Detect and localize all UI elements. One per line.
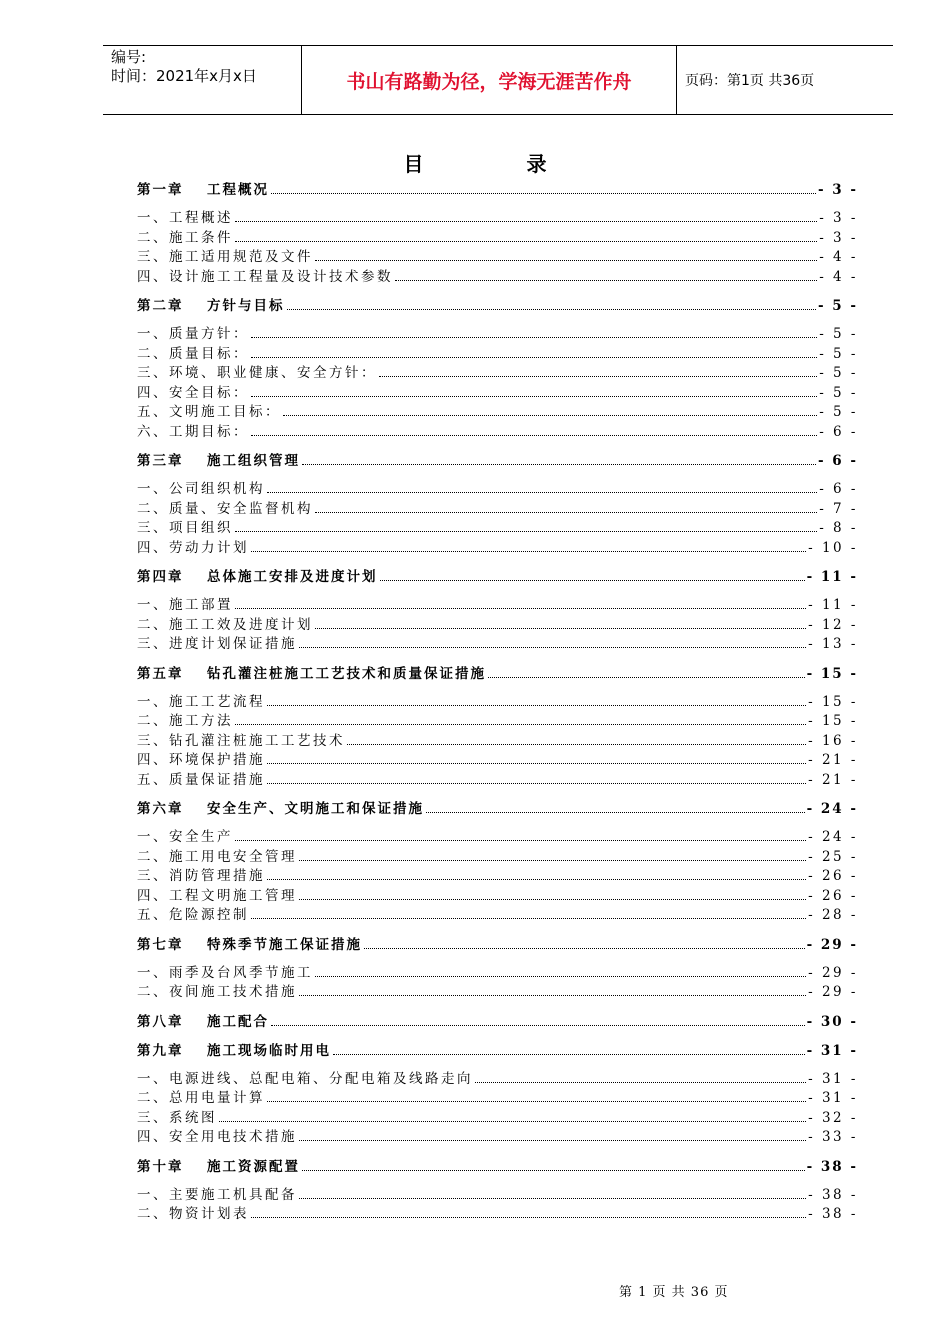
toc-chapter-entry[interactable] [137,567,858,587]
time-label: 时间：2021年x月x日 [111,67,257,85]
dot-leader [251,356,817,358]
toc-chapter-entry[interactable] [137,180,858,200]
dot-leader [251,395,817,397]
toc-chapter-number: 第十章 [137,1158,184,1175]
toc-page-number: - 38 - [808,1206,858,1222]
header-page-label: 页码：第1页 共36页 [685,73,815,89]
toc-page-number: - 6 - [819,423,858,440]
toc-page-number: - 6 - [818,453,858,469]
toc-chapter-label [137,180,269,200]
dot-leader [251,917,806,919]
toc-section-entry[interactable] [137,519,858,539]
toc-section-title: 二、夜间施工技术措施 [137,984,297,1000]
toc-page-number: - 4 - [819,249,858,265]
dot-leader [315,259,817,261]
toc-chapter-title: 施工组织管理 [207,453,300,469]
dot-leader [302,1169,805,1171]
dot-leader [271,192,816,194]
toc-section-entry[interactable] [137,751,858,771]
toc-section-title: 四、环境保护措施 [137,752,265,768]
dot-leader [235,220,817,222]
toc-page-number: - 6 - [819,481,858,497]
toc-page-number: - 16 - [808,732,858,749]
toc-section-entry[interactable] [137,1186,858,1206]
toc-section-title: 三、系统图 [137,1109,217,1126]
toc-section-entry[interactable] [137,771,858,791]
dot-leader [488,676,805,678]
toc-chapter-entry[interactable] [137,799,858,819]
dot-leader [251,336,817,338]
dot-leader [251,550,806,552]
dot-leader [267,762,806,764]
toc-page-number: - 5 - [819,326,858,342]
toc-chapter-entry[interactable] [137,451,858,471]
toc-page-number: - 10 - [808,539,858,556]
toc-section-title: 三、消防管理措施 [137,868,265,884]
header-motto: 书山有路勤为径，学海无涯苦作舟 [302,46,677,114]
toc-chapter-number: 第三章 [137,453,184,469]
toc-chapter-entry[interactable] [137,1157,858,1177]
toc-page-number: - 33 - [808,1129,858,1145]
toc-section-entry[interactable] [137,1128,858,1148]
toc-chapter-number: 第五章 [137,665,184,682]
dot-leader [299,859,806,861]
toc-section-title: 二、质量目标： [137,345,249,362]
toc-page-number: - 21 - [808,752,858,768]
toc-page-number: - 32 - [808,1109,858,1126]
toc-page-number: - 5 - [818,298,858,314]
toc-chapter-title: 施工资源配置 [207,1158,300,1175]
toc-section-entry[interactable] [137,1205,858,1225]
toc-chapter-number: 第六章 [137,801,184,817]
toc-page-number: - 26 - [808,868,858,884]
toc-chapter-title: 工程概况 [207,182,269,198]
dot-leader [299,1139,806,1141]
number-label: 编号: [111,48,147,66]
toc-section-entry[interactable] [137,887,858,907]
toc-page-number: - 11 - [806,569,858,585]
toc-chapter-label [137,1012,269,1032]
toc-section-entry[interactable] [137,325,858,345]
dot-leader [299,994,806,996]
toc-page-number: - 5 - [819,384,858,401]
toc-chapter-label [137,567,378,587]
dot-leader [426,811,805,813]
toc-section-title: 一、施工部置 [137,597,233,613]
toc-page-number: - 26 - [808,887,858,904]
dot-leader [395,279,817,281]
toc-page-number: - 29 - [808,964,858,981]
toc-page-number: - 15 - [806,665,858,682]
dot-leader [302,463,816,465]
toc-page-number: - 13 - [808,636,858,652]
dot-leader [251,1216,806,1218]
toc-chapter-label [137,451,300,471]
toc-page-number: - 29 - [806,936,858,953]
dot-leader [267,491,817,493]
dot-leader [287,308,817,310]
toc-section-entry[interactable] [137,345,858,365]
toc-chapter-entry[interactable] [137,664,858,684]
toc-section-entry[interactable] [137,248,858,268]
dot-leader [315,627,806,629]
toc-section-title: 三、项目组织 [137,520,233,536]
toc-chapter-label [137,296,285,316]
toc-section-title: 一、工程概述 [137,210,233,226]
toc-section-title: 一、施工工艺流程 [137,693,265,710]
toc-page-number: - 25 - [808,848,858,865]
toc-page-number: - 8 - [819,520,858,536]
dot-leader [235,607,806,609]
dot-leader [267,782,806,784]
toc-section-title: 一、雨季及台风季节施工 [137,964,313,981]
toc-section-entry[interactable] [137,712,858,732]
toc-page-number: - 3 - [819,210,858,226]
toc-section-entry[interactable] [137,596,858,616]
toc-section-title: 三、施工适用规范及文件 [137,249,313,265]
toc-section-entry[interactable] [137,828,858,848]
toc-section-entry[interactable] [137,1070,858,1090]
toc-chapter-label [137,1041,331,1061]
toc-section-title: 二、施工用电安全管理 [137,848,297,865]
dot-leader [379,375,817,377]
toc-section-title: 二、总用电量计算 [137,1090,265,1106]
toc-section-entry[interactable] [137,693,858,713]
toc-page-number: - 31 - [808,1070,858,1087]
toc-section-title: 五、危险源控制 [137,907,249,923]
toc-section-title: 一、主要施工机具配备 [137,1186,297,1203]
toc-page-number: - 12 - [808,616,858,633]
toc-section-entry[interactable] [137,964,858,984]
toc-section-title: 六、工期目标： [137,423,249,440]
toc-section-entry[interactable] [137,209,858,229]
dot-leader [267,878,806,880]
toc-page-number: - 31 - [808,1090,858,1106]
toc-section-title: 五、质量保证措施 [137,771,265,788]
toc-chapter-title: 方针与目标 [207,298,285,314]
toc-section-entry[interactable] [137,867,858,887]
toc-section-title: 三、环境、职业健康、安全方针： [137,365,377,381]
toc-page-number: - 4 - [819,268,858,285]
toc-section-title: 二、物资计划表 [137,1206,249,1222]
toc-section-title: 四、工程文明施工管理 [137,887,297,904]
toc-chapter-title: 施工现场临时用电 [207,1042,331,1059]
dot-leader [315,975,806,977]
toc-section-entry[interactable] [137,268,858,288]
toc-page-number: - 3 - [819,229,858,246]
dot-leader [267,704,806,706]
dot-leader [364,947,805,949]
toc-page-number: - 24 - [808,829,858,845]
toc-page-number: - 24 - [806,801,858,817]
dot-leader [347,743,806,745]
table-of-contents [137,178,858,1225]
dot-leader [299,898,806,900]
toc-page-number: - 38 - [808,1186,858,1203]
dot-leader [219,1120,806,1122]
toc-section-title: 二、施工方法 [137,713,233,729]
dot-leader [235,723,806,725]
dot-leader [299,646,806,648]
toc-section-title: 二、施工工效及进度计划 [137,616,313,633]
dot-leader [235,839,806,841]
toc-page-number: - 15 - [808,693,858,710]
toc-section-entry[interactable] [137,500,858,520]
toc-section-entry[interactable] [137,423,858,443]
toc-chapter-label [137,799,424,819]
dot-leader [235,530,817,532]
toc-section-entry[interactable] [137,848,858,868]
toc-section-title: 四、设计施工工程量及设计技术参数 [137,268,393,285]
toc-page-number: - 7 - [819,500,858,517]
toc-section-entry[interactable] [137,1089,858,1109]
dot-leader [267,1100,806,1102]
toc-section-title: 一、电源进线、总配电箱、分配电箱及线路走向 [137,1070,473,1087]
dot-leader [235,240,817,242]
toc-chapter-title: 钻孔灌注桩施工工艺技术和质量保证措施 [207,665,486,682]
toc-page-number: - 38 - [806,1158,858,1175]
toc-chapter-title: 安全生产、文明施工和保证措施 [207,801,424,817]
toc-chapter-label [137,935,362,955]
toc-page-number: - 28 - [808,907,858,923]
dot-leader [299,1197,806,1199]
page-footer: 第 1 页 共 36 页 [619,1285,729,1300]
dot-leader [283,414,817,416]
toc-section-title: 四、劳动力计划 [137,539,249,556]
toc-chapter-entry[interactable] [137,935,858,955]
toc-section-entry[interactable] [137,635,858,655]
toc-section-title: 三、进度计划保证措施 [137,636,297,652]
toc-section-title: 二、质量、安全监督机构 [137,500,313,517]
toc-section-title: 三、钻孔灌注桩施工工艺技术 [137,732,345,749]
toc-section-entry[interactable] [137,364,858,384]
toc-page-number: - 15 - [808,713,858,729]
header-meta [103,46,302,114]
toc-page-number: - 29 - [808,984,858,1000]
toc-section-title: 二、施工条件 [137,229,233,246]
toc-chapter-number: 第九章 [137,1042,184,1059]
toc-page-number: - 30 - [806,1013,858,1030]
toc-chapter-label [137,1157,300,1177]
toc-section-title: 一、质量方针： [137,326,249,342]
toc-chapter-number: 第八章 [137,1013,184,1030]
toc-section-entry[interactable] [137,229,858,249]
toc-section-entry[interactable] [137,384,858,404]
toc-chapter-number: 第二章 [137,298,184,314]
toc-page-number: - 3 - [818,182,858,198]
toc-chapter-number: 第一章 [137,182,184,198]
toc-section-entry[interactable] [137,732,858,752]
toc-section-entry[interactable] [137,480,858,500]
toc-chapter-title: 施工配合 [207,1013,269,1030]
toc-page-number: - 21 - [808,771,858,788]
dot-leader [333,1053,805,1055]
toc-section-entry[interactable] [137,403,858,423]
toc-section-entry[interactable] [137,906,858,926]
dot-leader [380,579,805,581]
dot-leader [315,511,817,513]
toc-section-title: 四、安全目标： [137,384,249,401]
toc-section-title: 一、安全生产 [137,829,233,845]
toc-page-number: - 31 - [806,1042,858,1059]
toc-section-entry[interactable] [137,539,858,559]
toc-section-title: 四、安全用电技术措施 [137,1129,297,1145]
toc-chapter-entry[interactable] [137,1012,858,1032]
dot-leader [475,1081,806,1083]
toc-section-entry[interactable] [137,983,858,1003]
toc-section-title: 一、公司组织机构 [137,481,265,497]
toc-section-entry[interactable] [137,1109,858,1129]
dot-leader [251,434,817,436]
toc-chapter-entry[interactable] [137,1041,858,1061]
toc-chapter-entry[interactable] [137,296,858,316]
toc-page-number: - 5 - [819,365,858,381]
dot-leader [271,1024,805,1026]
toc-chapter-title: 总体施工安排及进度计划 [207,569,378,585]
toc-chapter-number: 第七章 [137,936,184,953]
toc-chapter-title: 特殊季节施工保证措施 [207,936,362,953]
toc-section-entry[interactable] [137,616,858,636]
toc-page-number: - 5 - [819,345,858,362]
toc-page-number: - 11 - [808,597,858,613]
toc-chapter-label [137,664,486,684]
toc-title: 目 录 [403,152,595,176]
toc-chapter-number: 第四章 [137,569,184,585]
page-header [103,45,893,115]
toc-page-number: - 5 - [819,404,858,420]
toc-section-title: 五、文明施工目标： [137,404,281,420]
